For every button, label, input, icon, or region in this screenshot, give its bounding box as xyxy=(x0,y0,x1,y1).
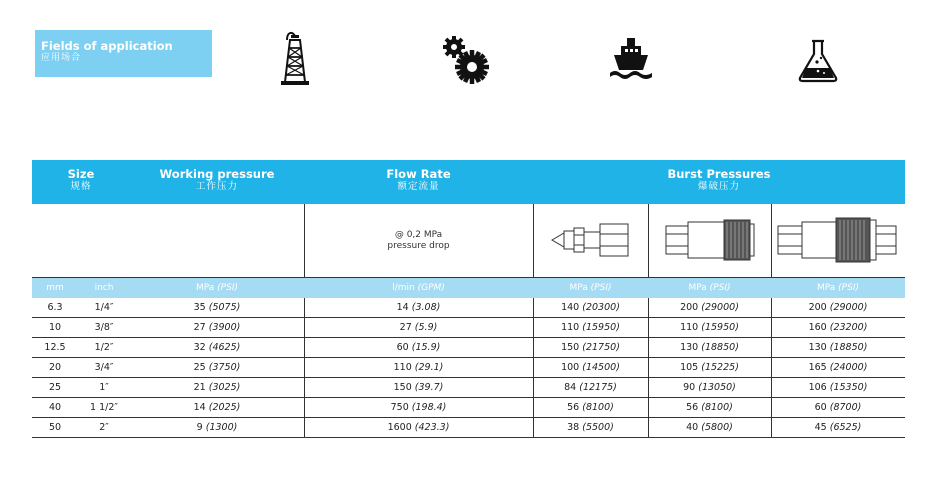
cell-b1: 56 (8100) xyxy=(567,402,614,413)
cell-mm: 40 xyxy=(48,402,62,413)
header-flow-rate: Flow Rate 额定流量 xyxy=(386,167,451,192)
unit-working: MPa (PSI) xyxy=(195,283,238,293)
cell-flow: 110 (29.1) xyxy=(393,362,444,373)
cell-b2: 105 (15225) xyxy=(680,362,739,373)
cell-mm: 20 xyxy=(48,362,62,373)
cell-flow: 14 (3.08) xyxy=(396,302,441,313)
female-socket-coupling-icon xyxy=(664,218,756,262)
table-row xyxy=(32,378,905,398)
header-burst-pressures: Burst Pressures 爆破压力 xyxy=(667,167,771,192)
unit-mm: mm xyxy=(46,283,64,293)
cell-b1: 110 (15950) xyxy=(561,322,620,333)
cell-flow: 27 (5.9) xyxy=(399,322,438,333)
cell-b1: 150 (21750) xyxy=(561,342,620,353)
cell-wp: 32 (4625) xyxy=(193,342,241,353)
cell-mm: 25 xyxy=(48,382,62,393)
unit-burst-3: MPa (PSI) xyxy=(816,283,859,293)
cell-b1: 140 (20300) xyxy=(561,302,620,313)
unit-inch: inch xyxy=(94,283,114,293)
table-row xyxy=(32,338,905,358)
cell-mm: 6.3 xyxy=(47,302,63,313)
cell-b3: 160 (23200) xyxy=(808,322,868,333)
cell-wp: 35 (5075) xyxy=(193,302,241,313)
cell-wp: 9 (1300) xyxy=(196,422,238,433)
cell-inch: 3/4″ xyxy=(94,362,114,373)
cell-b3: 200 (29000) xyxy=(808,302,868,313)
cell-b3: 130 (18850) xyxy=(808,342,868,353)
table-row xyxy=(32,318,905,338)
cell-b1: 100 (14500) xyxy=(561,362,620,373)
ship-icon xyxy=(608,36,654,82)
cell-inch: 1 1/2″ xyxy=(90,402,118,413)
cell-mm: 12.5 xyxy=(44,342,66,353)
cell-b2: 130 (18850) xyxy=(680,342,739,353)
cell-flow: 750 (198.4) xyxy=(390,402,447,413)
cell-b2: 200 (29000) xyxy=(680,302,739,313)
male-plug-coupling-icon xyxy=(550,220,632,260)
cell-inch: 1/2″ xyxy=(94,342,114,353)
header-working-pressure: Working pressure 工作压力 xyxy=(159,167,275,192)
table-row xyxy=(32,418,905,438)
fields-title: Fields of application xyxy=(41,39,173,53)
cell-wp: 25 (3750) xyxy=(193,362,241,373)
cell-mm: 10 xyxy=(48,322,62,333)
table-row xyxy=(32,358,905,378)
cell-b2: 110 (15950) xyxy=(680,322,739,333)
unit-burst-2: MPa (PSI) xyxy=(688,283,731,293)
cell-mm: 50 xyxy=(48,422,62,433)
table-row xyxy=(32,398,905,418)
cell-b3: 60 (8700) xyxy=(814,402,862,413)
cell-wp: 14 (2025) xyxy=(193,402,241,413)
unit-flow: l/min (GPM) xyxy=(392,283,445,293)
table-body xyxy=(32,298,905,438)
cell-inch: 1″ xyxy=(99,382,109,393)
cell-inch: 1/4″ xyxy=(94,302,114,313)
flow-rate-note: @ 0,2 MPa pressure drop xyxy=(387,230,450,251)
cell-inch: 2″ xyxy=(99,422,109,433)
cell-flow: 1600 (423.3) xyxy=(387,422,450,433)
units-row xyxy=(32,278,905,298)
cell-inch: 3/8″ xyxy=(94,322,114,333)
specifications-table xyxy=(32,160,905,438)
fields-of-application-badge xyxy=(35,30,212,77)
table-header xyxy=(32,160,905,204)
female-socket-heavy-coupling-icon xyxy=(776,216,900,264)
oil-derrick-icon xyxy=(278,30,312,86)
cell-b1: 84 (12175) xyxy=(564,382,617,393)
cell-wp: 27 (3900) xyxy=(193,322,241,333)
lab-flask-icon xyxy=(797,38,839,84)
cell-b2: 40 (5800) xyxy=(686,422,733,433)
cell-flow: 60 (15.9) xyxy=(396,342,441,353)
header-size: Size 规格 xyxy=(67,167,95,192)
cell-b3: 165 (24000) xyxy=(808,362,868,373)
cell-b3: 45 (6525) xyxy=(814,422,862,433)
table-row xyxy=(32,298,905,318)
cell-flow: 150 (39.7) xyxy=(393,382,444,393)
cell-b1: 38 (5500) xyxy=(567,422,614,433)
cell-b2: 90 (13050) xyxy=(683,382,736,393)
cell-b2: 56 (8100) xyxy=(686,402,733,413)
cell-b3: 106 (15350) xyxy=(808,382,868,393)
cell-wp: 21 (3025) xyxy=(193,382,241,393)
unit-burst-1: MPa (PSI) xyxy=(569,283,612,293)
gears-icon xyxy=(440,34,492,84)
coupling-images-row xyxy=(32,204,905,278)
fields-subtitle: 应用场合 xyxy=(41,53,82,63)
